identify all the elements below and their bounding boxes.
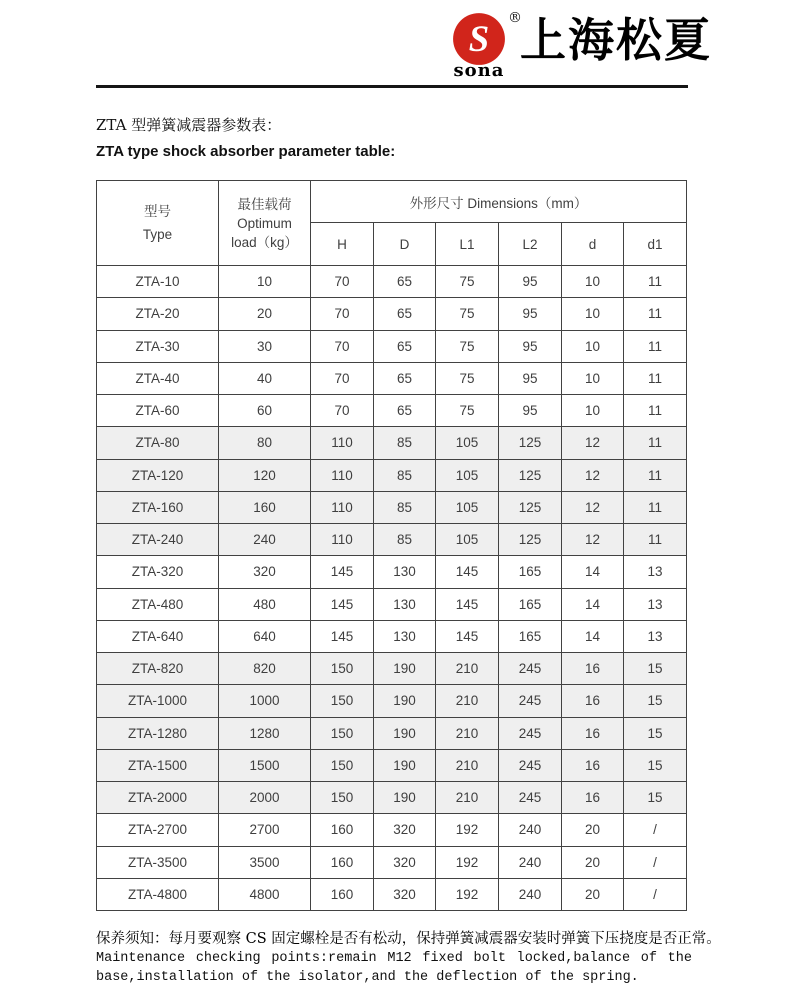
col-header-h: H xyxy=(311,223,374,266)
cell-l1: 145 xyxy=(436,588,499,620)
maintenance-note-zh: 保养须知：每月要观察 CS 固定螺栓是否有松动，保持弹簧减震器安装时弹簧下压挠度是否正常。 xyxy=(96,931,721,947)
table-row xyxy=(97,362,687,394)
cell-d-small: 10 xyxy=(562,266,624,298)
cell-l1: 192 xyxy=(436,814,499,846)
cell-l2: 245 xyxy=(499,653,562,685)
table-row xyxy=(97,427,687,459)
cell-type: ZTA-20 xyxy=(97,298,219,330)
cell-l2: 125 xyxy=(499,427,562,459)
cell-d1: 15 xyxy=(624,685,687,717)
cell-d: 65 xyxy=(374,298,436,330)
cell-d1: / xyxy=(624,814,687,846)
maintenance-note-en-line2: base,installation of the isolator,and the deflection of the spring. xyxy=(96,970,639,985)
cell-d-small: 12 xyxy=(562,427,624,459)
cell-l2: 245 xyxy=(499,685,562,717)
cell-l2: 95 xyxy=(499,330,562,362)
cell-h: 160 xyxy=(311,878,374,910)
cell-l1: 210 xyxy=(436,717,499,749)
cell-d-small: 16 xyxy=(562,717,624,749)
col-header-load-zh: 最佳载荷 xyxy=(237,196,292,212)
cell-d1: 11 xyxy=(624,459,687,491)
brand-logo-text: sona xyxy=(453,60,505,81)
cell-l1: 75 xyxy=(436,298,499,330)
cell-d-small: 10 xyxy=(562,362,624,394)
cell-l2: 95 xyxy=(499,362,562,394)
cell-l1: 210 xyxy=(436,653,499,685)
cell-d1: 13 xyxy=(624,556,687,588)
cell-d1: 11 xyxy=(624,427,687,459)
cell-load: 640 xyxy=(219,620,311,652)
cell-type: ZTA-30 xyxy=(97,330,219,362)
cell-d1: 11 xyxy=(624,330,687,362)
cell-l1: 75 xyxy=(436,266,499,298)
cell-load: 30 xyxy=(219,330,311,362)
cell-d1: 15 xyxy=(624,653,687,685)
cell-load: 3500 xyxy=(219,846,311,878)
cell-l2: 95 xyxy=(499,395,562,427)
col-header-l2: L2 xyxy=(499,223,562,266)
table-row xyxy=(97,491,687,523)
cell-d-small: 12 xyxy=(562,459,624,491)
cell-l2: 240 xyxy=(499,846,562,878)
cell-l2: 245 xyxy=(499,749,562,781)
cell-type: ZTA-640 xyxy=(97,620,219,652)
cell-d: 130 xyxy=(374,556,436,588)
cell-d1: 15 xyxy=(624,749,687,781)
cell-h: 160 xyxy=(311,846,374,878)
cell-load: 820 xyxy=(219,653,311,685)
cell-l1: 105 xyxy=(436,524,499,556)
svg-text:S: S xyxy=(468,17,490,59)
table-row xyxy=(97,653,687,685)
cell-d-small: 14 xyxy=(562,588,624,620)
cell-load: 2000 xyxy=(219,782,311,814)
cell-l2: 95 xyxy=(499,266,562,298)
cell-d1: 15 xyxy=(624,782,687,814)
col-header-type-zh: 型号 xyxy=(144,204,171,219)
cell-l1: 210 xyxy=(436,685,499,717)
cell-load: 120 xyxy=(219,459,311,491)
table-row xyxy=(97,814,687,846)
cell-type: ZTA-480 xyxy=(97,588,219,620)
cell-h: 150 xyxy=(311,653,374,685)
cell-l1: 192 xyxy=(436,878,499,910)
cell-h: 110 xyxy=(311,459,374,491)
cell-d1: 11 xyxy=(624,395,687,427)
cell-d: 85 xyxy=(374,427,436,459)
cell-h: 70 xyxy=(311,298,374,330)
table-row xyxy=(97,878,687,910)
cell-load: 80 xyxy=(219,427,311,459)
table-row xyxy=(97,782,687,814)
cell-load: 240 xyxy=(219,524,311,556)
cell-type: ZTA-240 xyxy=(97,524,219,556)
cell-d1: 11 xyxy=(624,298,687,330)
table-row xyxy=(97,685,687,717)
cell-l1: 105 xyxy=(436,427,499,459)
cell-l2: 95 xyxy=(499,298,562,330)
cell-l1: 75 xyxy=(436,362,499,394)
cell-d: 320 xyxy=(374,846,436,878)
cell-d-small: 20 xyxy=(562,878,624,910)
cell-d-small: 20 xyxy=(562,814,624,846)
cell-h: 145 xyxy=(311,620,374,652)
cell-l2: 165 xyxy=(499,556,562,588)
cell-type: ZTA-1280 xyxy=(97,717,219,749)
cell-d-small: 12 xyxy=(562,524,624,556)
brand-header xyxy=(0,0,800,90)
cell-load: 4800 xyxy=(219,878,311,910)
cell-d1: 11 xyxy=(624,266,687,298)
col-header-load xyxy=(219,181,311,266)
cell-d: 85 xyxy=(374,524,436,556)
cell-type: ZTA-120 xyxy=(97,459,219,491)
cell-d1: 13 xyxy=(624,588,687,620)
cell-d: 130 xyxy=(374,588,436,620)
cell-load: 10 xyxy=(219,266,311,298)
cell-d-small: 16 xyxy=(562,782,624,814)
col-header-type xyxy=(97,181,219,266)
cell-l2: 240 xyxy=(499,814,562,846)
cell-d-small: 14 xyxy=(562,556,624,588)
cell-type: ZTA-1500 xyxy=(97,749,219,781)
cell-d: 190 xyxy=(374,717,436,749)
cell-l2: 125 xyxy=(499,491,562,523)
cell-d: 190 xyxy=(374,749,436,781)
cell-type: ZTA-1000 xyxy=(97,685,219,717)
cell-l2: 125 xyxy=(499,459,562,491)
cell-l2: 125 xyxy=(499,524,562,556)
col-header-d1: d1 xyxy=(624,223,687,266)
cell-l2: 245 xyxy=(499,717,562,749)
header-divider xyxy=(96,85,688,88)
cell-load: 1000 xyxy=(219,685,311,717)
cell-h: 110 xyxy=(311,491,374,523)
cell-type: ZTA-820 xyxy=(97,653,219,685)
cell-d1: 11 xyxy=(624,524,687,556)
cell-h: 145 xyxy=(311,556,374,588)
cell-h: 150 xyxy=(311,685,374,717)
cell-h: 70 xyxy=(311,266,374,298)
cell-d-small: 10 xyxy=(562,395,624,427)
cell-l1: 145 xyxy=(436,556,499,588)
cell-h: 150 xyxy=(311,749,374,781)
col-header-d: D xyxy=(374,223,436,266)
cell-l2: 245 xyxy=(499,782,562,814)
cell-l1: 105 xyxy=(436,459,499,491)
page-title-en: ZTA type shock absorber parameter table: xyxy=(96,143,396,160)
table-row xyxy=(97,588,687,620)
cell-l1: 145 xyxy=(436,620,499,652)
cell-d-small: 16 xyxy=(562,749,624,781)
cell-d1: 15 xyxy=(624,717,687,749)
cell-h: 150 xyxy=(311,717,374,749)
col-header-l1: L1 xyxy=(436,223,499,266)
col-header-type-en: Type xyxy=(142,227,173,242)
cell-d: 190 xyxy=(374,782,436,814)
table-row xyxy=(97,524,687,556)
cell-d1: 11 xyxy=(624,491,687,523)
cell-d1: / xyxy=(624,878,687,910)
cell-d-small: 12 xyxy=(562,491,624,523)
cell-type: ZTA-40 xyxy=(97,362,219,394)
cell-d: 190 xyxy=(374,653,436,685)
cell-type: ZTA-3500 xyxy=(97,846,219,878)
cell-load: 2700 xyxy=(219,814,311,846)
cell-d-small: 16 xyxy=(562,685,624,717)
table-row xyxy=(97,556,687,588)
cell-load: 1500 xyxy=(219,749,311,781)
cell-l1: 105 xyxy=(436,491,499,523)
cell-d-small: 10 xyxy=(562,298,624,330)
table-row xyxy=(97,266,687,298)
cell-load: 1280 xyxy=(219,717,311,749)
cell-d: 320 xyxy=(374,878,436,910)
cell-l1: 210 xyxy=(436,749,499,781)
cell-l1: 210 xyxy=(436,782,499,814)
cell-type: ZTA-60 xyxy=(97,395,219,427)
col-header-load-en2: load（kg） xyxy=(231,234,298,250)
table-row xyxy=(97,846,687,878)
cell-d: 320 xyxy=(374,814,436,846)
table-row xyxy=(97,298,687,330)
col-header-load-en1: Optimum xyxy=(237,215,292,231)
cell-d: 85 xyxy=(374,459,436,491)
maintenance-note xyxy=(96,929,721,987)
table-row xyxy=(97,330,687,362)
cell-load: 60 xyxy=(219,395,311,427)
cell-d: 65 xyxy=(374,266,436,298)
maintenance-note-en-line1: Maintenance checking points:remain M12 fixed bolt locked,balance of the xyxy=(96,951,692,966)
cell-d-small: 20 xyxy=(562,846,624,878)
cell-d-small: 14 xyxy=(562,620,624,652)
registered-trademark: ® xyxy=(508,10,522,26)
cell-d: 85 xyxy=(374,491,436,523)
cell-l1: 75 xyxy=(436,395,499,427)
table-row xyxy=(97,620,687,652)
cell-l2: 165 xyxy=(499,620,562,652)
cell-l1: 75 xyxy=(436,330,499,362)
cell-type: ZTA-2000 xyxy=(97,782,219,814)
cell-d: 65 xyxy=(374,330,436,362)
cell-type: ZTA-320 xyxy=(97,556,219,588)
cell-type: ZTA-4800 xyxy=(97,878,219,910)
cell-h: 145 xyxy=(311,588,374,620)
cell-type: ZTA-2700 xyxy=(97,814,219,846)
company-name: 上海松夏 xyxy=(520,13,712,67)
table-body xyxy=(97,266,687,911)
cell-type: ZTA-10 xyxy=(97,266,219,298)
table-row xyxy=(97,717,687,749)
cell-h: 110 xyxy=(311,427,374,459)
cell-d1: 11 xyxy=(624,362,687,394)
cell-l2: 240 xyxy=(499,878,562,910)
sona-logo-icon xyxy=(452,12,506,66)
table-row xyxy=(97,395,687,427)
cell-d: 65 xyxy=(374,362,436,394)
parameter-table xyxy=(96,180,687,911)
cell-h: 70 xyxy=(311,395,374,427)
cell-h: 70 xyxy=(311,362,374,394)
cell-h: 150 xyxy=(311,782,374,814)
cell-type: ZTA-160 xyxy=(97,491,219,523)
cell-d: 65 xyxy=(374,395,436,427)
cell-load: 320 xyxy=(219,556,311,588)
cell-l1: 192 xyxy=(436,846,499,878)
cell-load: 20 xyxy=(219,298,311,330)
cell-d1: / xyxy=(624,846,687,878)
cell-h: 110 xyxy=(311,524,374,556)
cell-d1: 13 xyxy=(624,620,687,652)
cell-d: 130 xyxy=(374,620,436,652)
cell-h: 160 xyxy=(311,814,374,846)
cell-d: 190 xyxy=(374,685,436,717)
cell-h: 70 xyxy=(311,330,374,362)
cell-l2: 165 xyxy=(499,588,562,620)
cell-type: ZTA-80 xyxy=(97,427,219,459)
cell-load: 40 xyxy=(219,362,311,394)
cell-d-small: 10 xyxy=(562,330,624,362)
table-row xyxy=(97,749,687,781)
cell-load: 160 xyxy=(219,491,311,523)
page-title-zh: ZTA 型弹簧减震器参数表： xyxy=(96,116,282,134)
table-row xyxy=(97,459,687,491)
cell-load: 480 xyxy=(219,588,311,620)
col-header-dimensions: 外形尺寸 Dimensions（mm） xyxy=(311,181,687,223)
col-header-d-small: d xyxy=(562,223,624,266)
cell-d-small: 16 xyxy=(562,653,624,685)
